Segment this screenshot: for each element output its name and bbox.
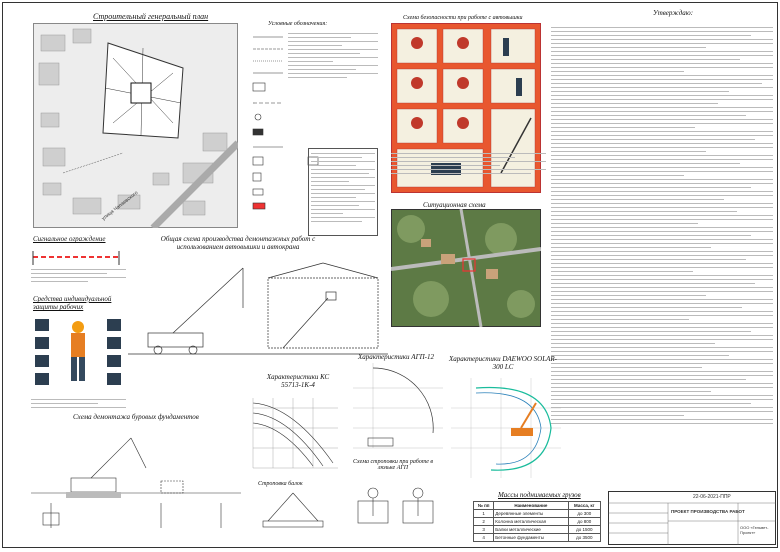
table-row	[474, 526, 601, 534]
situation-title: Ситуационная схема	[423, 201, 486, 209]
table-header-row	[474, 502, 601, 510]
project-title: ПРОЕКТ ПРОИЗВОДСТВА РАБОТ	[671, 509, 745, 514]
table-row	[474, 518, 601, 526]
table-cell: Колонна металлическая	[494, 518, 568, 526]
header-cell: Наименование	[494, 502, 568, 510]
general-plan-title: Строительный генеральный план	[93, 12, 209, 21]
general-scheme-drawing	[128, 258, 388, 368]
safety-notes-text	[391, 153, 546, 203]
legend-title: Условные обозначения:	[268, 21, 328, 27]
ppe-title: Средства индивидуальной защиты рабочих	[33, 295, 112, 311]
table-cell: до 3500	[568, 534, 600, 542]
signal-fence-drawing	[31, 247, 121, 267]
header-cell: Масса, кг	[568, 502, 600, 510]
table-cell: до 1500	[568, 526, 600, 534]
table-row	[474, 510, 601, 518]
drawing-sheet	[2, 2, 778, 548]
sling-cargo-drawing	[258, 491, 328, 536]
agp-reach-chart	[348, 363, 443, 453]
excavator-specs-title: Характеристики DAEWOO SOLAR-300 LC	[449, 355, 557, 371]
project-code: 22-06-2021-ППР	[693, 494, 731, 500]
notes-table-lines	[311, 153, 375, 233]
table-cell: до 300	[568, 510, 600, 518]
table-cell: 3	[474, 526, 494, 534]
sling-scheme-drawing	[348, 481, 443, 536]
table-cell: Деревянные элементы	[494, 510, 568, 518]
cargo-masses-table	[473, 501, 601, 542]
excavator-reach-chart	[451, 378, 561, 478]
safety-scheme-title: Схема безопасности при работе с автовышки	[403, 15, 523, 21]
agp-specs-title: Характеристики АГП-12	[358, 353, 434, 361]
table-cell: Балки металлические	[494, 526, 568, 534]
signal-fence-title: Сигнальное ограждение	[33, 235, 106, 243]
explanatory-note-text	[551, 27, 773, 447]
signal-fence-notes	[31, 269, 126, 291]
crane-load-chart	[243, 398, 338, 473]
foundation-scheme-title: Схема демонтажа буровых фундаментов	[73, 413, 199, 421]
table-cell: 4	[474, 534, 494, 542]
crane-specs-title: Характеристики КС 55713-1К-4	[266, 373, 330, 389]
table-cell: 2	[474, 518, 494, 526]
table-cell: 1	[474, 510, 494, 518]
table-cell: до 800	[568, 518, 600, 526]
org-name: ООО «Гельвет-Проект»	[740, 525, 769, 535]
situation-aerial-drawing	[391, 209, 541, 327]
foundation-scheme-drawing	[31, 423, 241, 533]
ppe-drawing	[31, 315, 126, 395]
approval-label: Утверждаю:	[653, 9, 694, 17]
sling-cargo-title: Строповка балок	[258, 481, 303, 487]
street-label: улица Чапаевского	[100, 190, 140, 222]
general-scheme-title: Общая схема производства демонтажных работ с использованием автовышки и автокрана	[160, 235, 316, 251]
title-block-grid	[608, 491, 776, 545]
header-cell: № пп	[474, 502, 494, 510]
table-row	[474, 534, 601, 542]
cargo-masses-title: Массы поднимаемых грузов	[498, 491, 581, 499]
table-cell: Бетонные фундаменты	[494, 534, 568, 542]
sling-scheme-title: Схема строповки при работе в люльке АГП	[353, 459, 433, 471]
